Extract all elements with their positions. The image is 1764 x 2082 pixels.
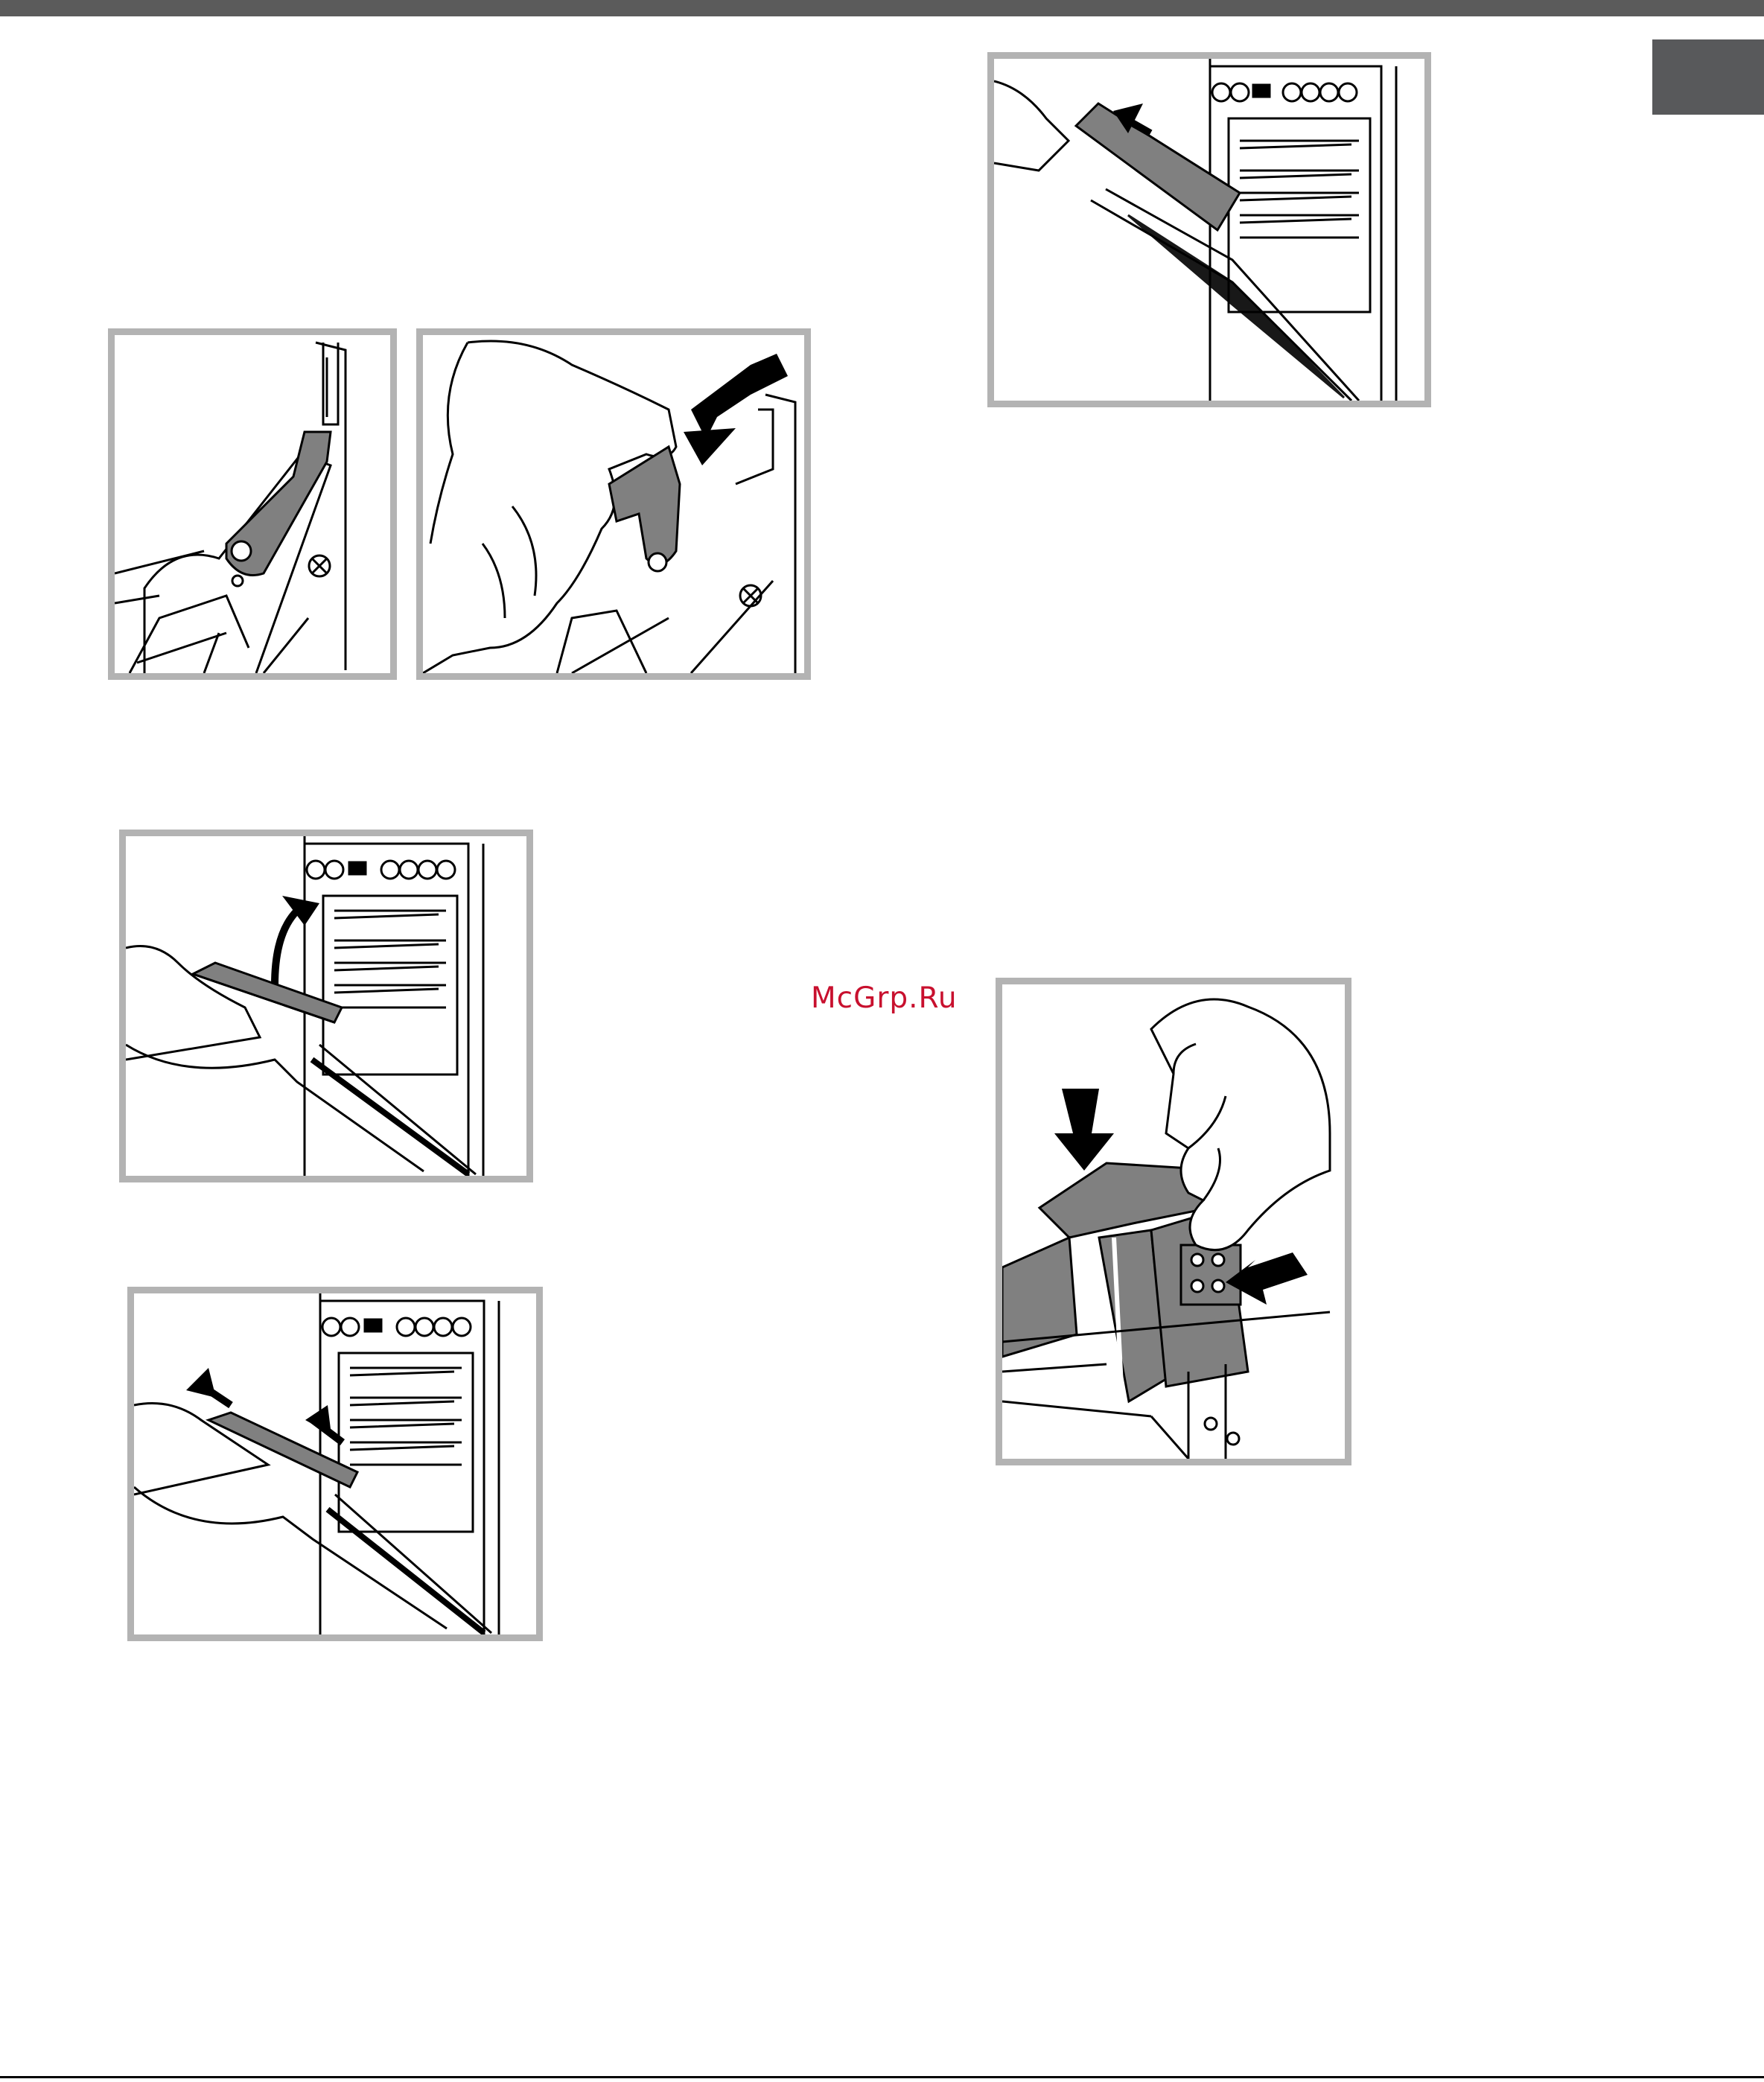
figure-hinge-lever-closed <box>108 328 397 680</box>
footer-rule <box>0 2076 1764 2078</box>
door-pull-out-illustration <box>134 1293 536 1634</box>
header-bar <box>0 0 1764 16</box>
figure-door-pull-out <box>127 1287 543 1641</box>
figure-door-lift-off <box>119 830 533 1182</box>
figure-hinge-lever-opened <box>416 328 811 680</box>
door-top-trim-clip-illustration <box>1002 984 1345 1459</box>
door-lift-off-illustration <box>126 836 526 1176</box>
hinge-lever-closed-illustration <box>115 335 390 673</box>
hinge-lever-opened-illustration <box>423 335 804 673</box>
glass-panel-removal-illustration <box>994 59 1424 401</box>
language-tab <box>1652 39 1764 115</box>
watermark-text: McGrp.Ru <box>811 981 958 1015</box>
figure-door-top-trim-clip <box>996 978 1351 1465</box>
figure-glass-panel-removal <box>987 52 1431 407</box>
